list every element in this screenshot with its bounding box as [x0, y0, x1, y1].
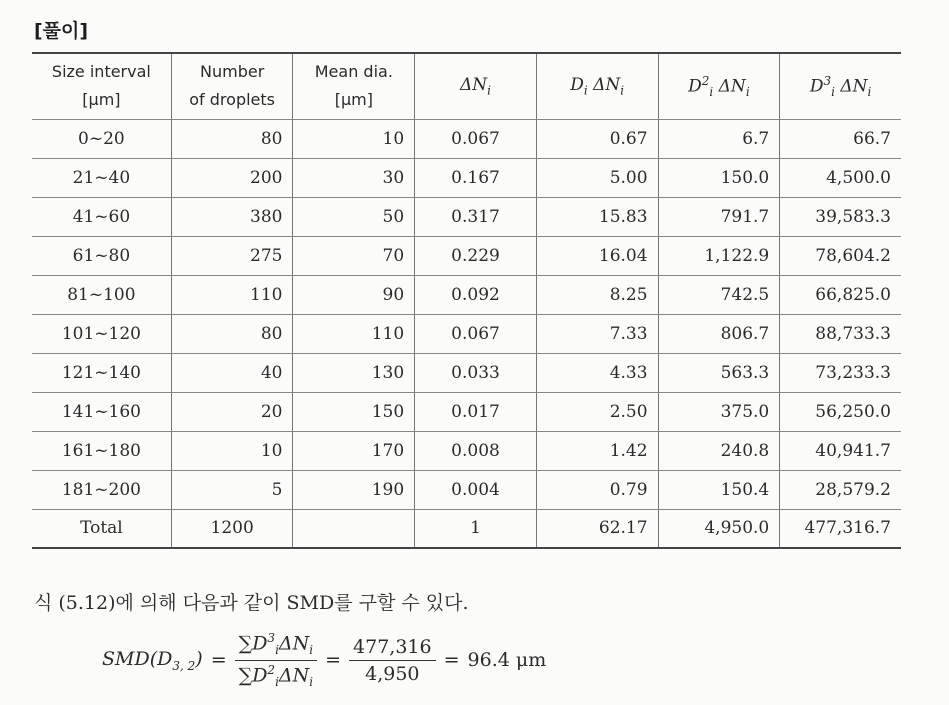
header-d2dn-tailsub: i	[745, 84, 750, 99]
cell-number: 5	[171, 470, 293, 509]
cell-dn: 0.229	[415, 236, 537, 275]
cell-dn: 0.067	[415, 119, 537, 158]
cell-ddn: 2.50	[536, 392, 658, 431]
formula-denominator-symbolic	[235, 661, 318, 689]
cell-mean: 70	[293, 236, 415, 275]
table-row	[32, 236, 901, 275]
cell-ddn: 0.79	[536, 470, 658, 509]
header-ddn-d: D	[570, 75, 584, 96]
cell-mean: 90	[293, 275, 415, 314]
table-total-row	[32, 509, 901, 548]
cell-ddn: 15.83	[536, 197, 658, 236]
formula-result: 96.4 μm	[467, 649, 547, 671]
formula-den-dn-sub: i	[309, 674, 314, 689]
cell-interval: 0~20	[32, 119, 171, 158]
formula-equals-3: =	[443, 649, 460, 671]
formula-denominator-numeric: 4,950	[365, 662, 420, 685]
formula-lhs-suffix: )	[195, 647, 203, 670]
cell-total-dn: 1	[415, 509, 537, 548]
table-row	[32, 392, 901, 431]
cell-d3dn: 40,941.7	[780, 431, 901, 470]
header-d3dn-tail: ΔN	[840, 76, 868, 97]
section-heading: [풀이]	[34, 20, 89, 42]
header-d3dn-d: D	[809, 76, 824, 97]
droplet-distribution-table	[32, 52, 901, 549]
formula-lhs	[102, 648, 203, 673]
cell-number: 80	[171, 314, 293, 353]
cell-interval: 41~60	[32, 197, 171, 236]
cell-d2dn: 563.3	[658, 353, 780, 392]
table-row	[32, 470, 901, 509]
cell-ddn: 8.25	[536, 275, 658, 314]
cell-number: 380	[171, 197, 293, 236]
formula-num-sup: 3	[267, 631, 276, 646]
cell-interval: 61~80	[32, 236, 171, 275]
formula-equals-1: =	[210, 649, 227, 671]
cell-d3dn: 56,250.0	[780, 392, 901, 431]
header-d2dn-sup: 2	[701, 73, 710, 88]
cell-ddn: 5.00	[536, 158, 658, 197]
formula-lhs-prefix: SMD(D	[102, 647, 173, 670]
header-size-interval-line2: [μm]	[82, 90, 121, 110]
formula-equals-2: =	[325, 649, 342, 671]
header-d2dn-sub: i	[709, 84, 714, 99]
cell-number: 40	[171, 353, 293, 392]
formula-num-dn: ΔN	[278, 632, 310, 655]
cell-mean: 50	[293, 197, 415, 236]
cell-total-label: Total	[32, 509, 171, 548]
header-d3dn-tailsub: i	[867, 84, 872, 99]
cell-ddn: 1.42	[536, 431, 658, 470]
cell-d3dn: 39,583.3	[780, 197, 901, 236]
cell-dn: 0.008	[415, 431, 537, 470]
table-row	[32, 275, 901, 314]
cell-ddn: 0.67	[536, 119, 658, 158]
cell-mean: 190	[293, 470, 415, 509]
cell-d2dn: 240.8	[658, 431, 780, 470]
header-d3dn-sub: i	[831, 84, 835, 99]
cell-d2dn: 791.7	[658, 197, 780, 236]
cell-d3dn: 4,500.0	[780, 158, 901, 197]
cell-interval: 141~160	[32, 392, 171, 431]
formula-fraction-numeric	[349, 636, 436, 685]
formula-numerator-numeric: 477,316	[349, 636, 436, 661]
header-mean-dia	[293, 53, 415, 119]
cell-number: 10	[171, 431, 293, 470]
formula-num-sigma: ∑	[238, 632, 253, 655]
cell-dn: 0.017	[415, 392, 537, 431]
explanation-text: 식 (5.12)에 의해 다음과 같이 SMD를 구할 수 있다.	[34, 592, 469, 614]
cell-mean: 130	[293, 353, 415, 392]
formula-den-sup: 2	[267, 662, 276, 677]
cell-dn: 0.033	[415, 353, 537, 392]
cell-ddn: 7.33	[536, 314, 658, 353]
header-ddn-tail: ΔN	[593, 75, 621, 96]
header-number-line2: of droplets	[189, 90, 275, 110]
cell-d3dn: 66.7	[780, 119, 901, 158]
formula-num-dn-sub: i	[309, 643, 314, 658]
cell-interval: 101~120	[32, 314, 171, 353]
header-d-delta-n	[536, 53, 658, 119]
header-size-interval-line1: Size interval	[51, 62, 151, 82]
header-d3dn-sup: 3	[823, 73, 832, 88]
cell-ddn: 4.33	[536, 353, 658, 392]
cell-mean: 150	[293, 392, 415, 431]
header-mean-line2: [μm]	[334, 90, 373, 110]
header-ddn-dsub: i	[583, 83, 588, 98]
cell-ddn: 16.04	[536, 236, 658, 275]
header-delta-n	[415, 53, 537, 119]
cell-d3dn: 88,733.3	[780, 314, 901, 353]
cell-d3dn: 73,233.3	[780, 353, 901, 392]
formula-numerator-symbolic	[235, 631, 318, 660]
cell-number: 110	[171, 275, 293, 314]
header-d2-delta-n	[658, 53, 780, 119]
formula-den-dn: ΔN	[278, 663, 310, 686]
header-dn-text: ΔN	[460, 75, 488, 96]
header-number-line1: Number	[200, 62, 265, 82]
formula-den-d: D	[252, 663, 268, 686]
table-row	[32, 314, 901, 353]
cell-d2dn: 150.0	[658, 158, 780, 197]
header-d2dn-d: D	[688, 76, 702, 97]
cell-d2dn: 742.5	[658, 275, 780, 314]
cell-d2dn: 375.0	[658, 392, 780, 431]
cell-d2dn: 806.7	[658, 314, 780, 353]
cell-d3dn: 66,825.0	[780, 275, 901, 314]
cell-d3dn: 78,604.2	[780, 236, 901, 275]
cell-number: 80	[171, 119, 293, 158]
cell-d3dn: 28,579.2	[780, 470, 901, 509]
cell-number: 275	[171, 236, 293, 275]
cell-dn: 0.092	[415, 275, 537, 314]
cell-interval: 121~140	[32, 353, 171, 392]
formula-den-sub: i	[275, 674, 279, 689]
table-row	[32, 431, 901, 470]
table-header-row	[32, 53, 901, 119]
cell-total-d3dn: 477,316.7	[780, 509, 901, 548]
header-size-interval	[32, 53, 171, 119]
smd-formula	[102, 630, 546, 690]
cell-dn: 0.004	[415, 470, 537, 509]
cell-total-number: 1200	[171, 509, 293, 548]
table-row	[32, 353, 901, 392]
cell-dn: 0.167	[415, 158, 537, 197]
cell-dn: 0.067	[415, 314, 537, 353]
header-d3-delta-n	[780, 53, 901, 119]
formula-fraction-symbolic	[235, 631, 318, 688]
cell-mean: 170	[293, 431, 415, 470]
cell-interval: 21~40	[32, 158, 171, 197]
header-dn-sub: i	[487, 83, 492, 98]
formula-num-d: D	[252, 632, 268, 655]
cell-dn: 0.317	[415, 197, 537, 236]
cell-total-ddn: 62.17	[536, 509, 658, 548]
cell-d2dn: 1,122.9	[658, 236, 780, 275]
cell-total-d2dn: 4,950.0	[658, 509, 780, 548]
table-row	[32, 119, 901, 158]
header-number	[171, 53, 293, 119]
cell-mean: 30	[293, 158, 415, 197]
cell-number: 20	[171, 392, 293, 431]
cell-interval: 181~200	[32, 470, 171, 509]
cell-d2dn: 6.7	[658, 119, 780, 158]
formula-num-sub: i	[275, 643, 279, 658]
cell-total-mean	[293, 509, 415, 548]
header-ddn-tailsub: i	[620, 83, 625, 98]
header-mean-line1: Mean dia.	[314, 62, 393, 82]
header-d2dn-tail: ΔN	[718, 76, 746, 97]
table-row	[32, 197, 901, 236]
cell-interval: 81~100	[32, 275, 171, 314]
table-row	[32, 158, 901, 197]
formula-lhs-sub: 3, 2	[172, 658, 196, 673]
cell-mean: 110	[293, 314, 415, 353]
cell-number: 200	[171, 158, 293, 197]
cell-interval: 161~180	[32, 431, 171, 470]
cell-mean: 10	[293, 119, 415, 158]
formula-den-sigma: ∑	[238, 663, 253, 686]
cell-d2dn: 150.4	[658, 470, 780, 509]
